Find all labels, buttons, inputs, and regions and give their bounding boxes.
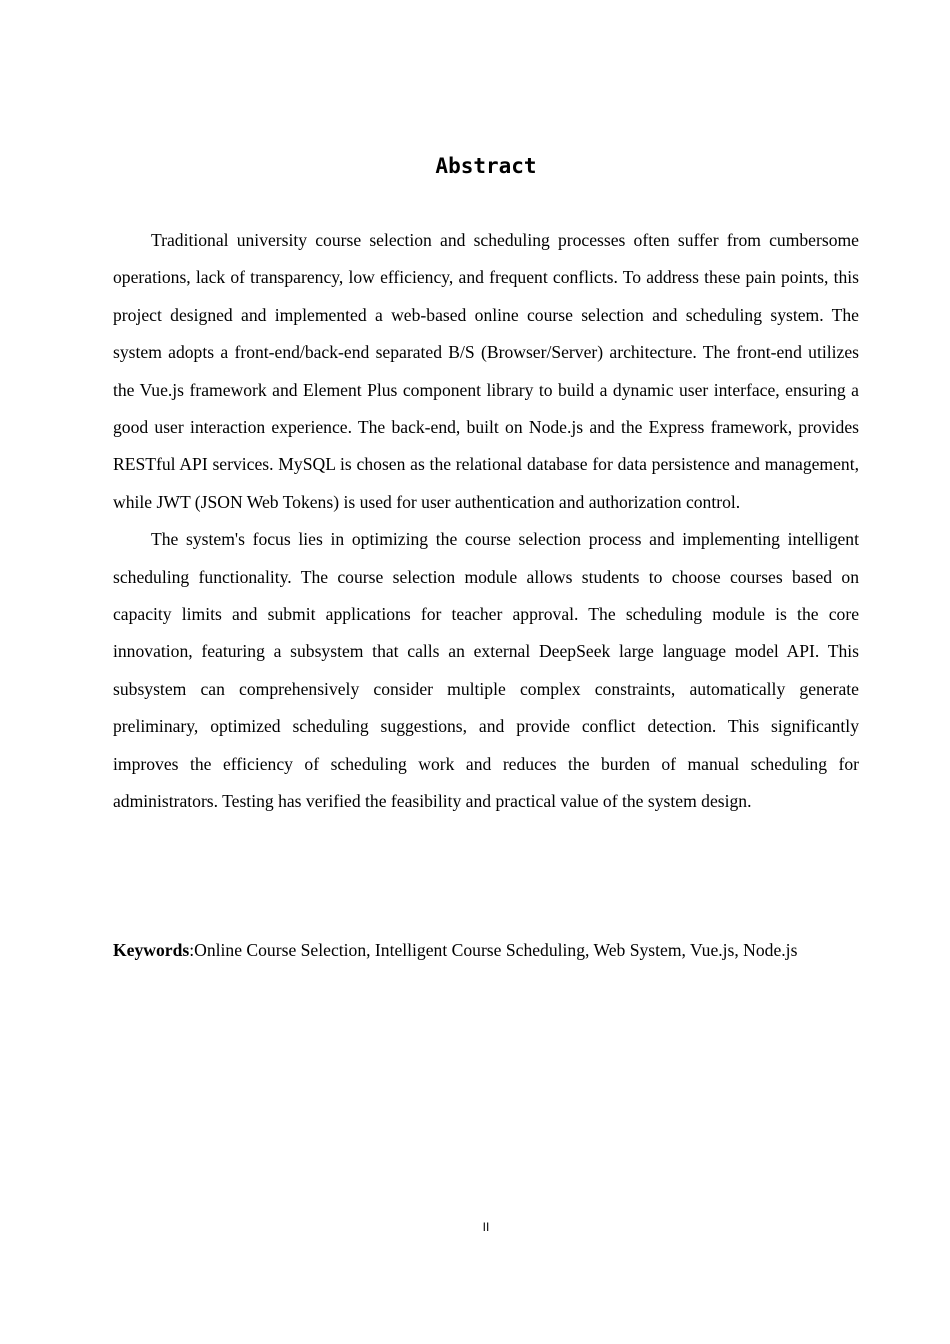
keywords-line — [113, 932, 873, 969]
page-number: II — [482, 1220, 490, 1234]
abstract-paragraph-1: Traditional university course selection and scheduling processes often suffer from cumbersome operations, lack of transparency, low efficiency, and frequent conflicts. To address these pain points, this project designed and implemented a web-based online course selection and scheduling system. The system adopts a front-end/back-end separated B/S (Browser/Server) architecture. The front-end utilizes the Vue.js framework and Element Plus component library to build a dynamic user interface, ensuring a good user interaction experience. The back-end, built on Node.js and the Express framework, provides RESTful API services. MySQL is chosen as the relational database for data persistence and management, while JWT (JSON Web Tokens) is used for user authentication and authorization control. — [113, 230, 859, 512]
abstract-paragraph-2: The system's focus lies in optimizing the course selection process and implementing intelligent scheduling functionality. The course selection module allows students to choose courses based on capacity limits and submit applications for teacher approval. The scheduling module is the core innovation, featuring a subsystem that calls an external DeepSeek large language model API. This subsystem can comprehensively consider multiple complex constraints, automatically generate preliminary, optimized scheduling suggestions, and provide conflict detection. This significantly improves the efficiency of scheduling work and reduces the burden of manual scheduling for administrators. Testing has verified the feasibility and practical value of the system design. — [113, 529, 859, 812]
abstract-body — [113, 222, 859, 821]
keywords-label: Keywords — [113, 940, 190, 960]
abstract-title: Abstract — [435, 154, 537, 178]
keywords-text: :Online Course Selection, Intelligent Course Scheduling, Web System, Vue.js, Node.js — [189, 940, 798, 960]
